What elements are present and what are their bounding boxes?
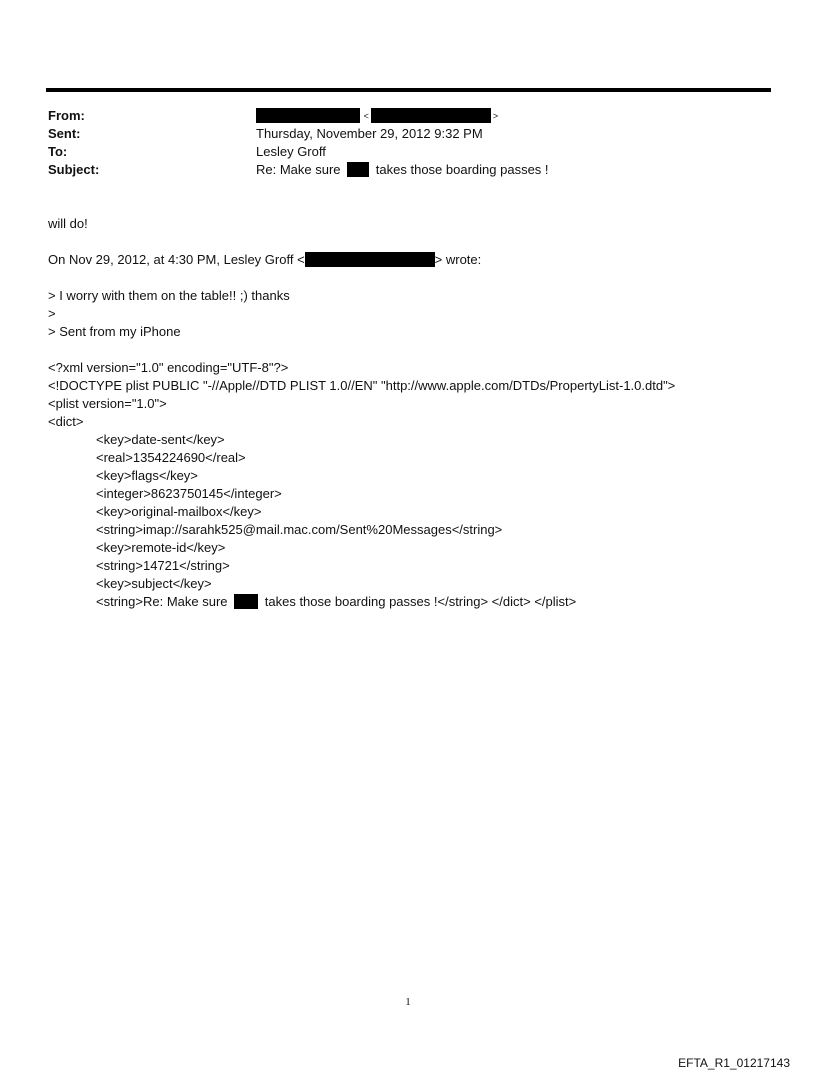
subject-after: takes those boarding passes ! — [375, 162, 549, 177]
from-gt: > — [492, 111, 499, 121]
plist-line: <key>original-mailbox</key> — [96, 504, 262, 519]
plist-line: <key>subject</key> — [96, 576, 212, 591]
from-label: From: — [48, 108, 85, 123]
redaction-box — [256, 108, 360, 123]
plist-line: <string>imap://sarahk525@mail.mac.com/Sent%20Messages</string> — [96, 522, 503, 537]
bates-number: EFTA_R1_01217143 — [678, 1056, 790, 1070]
plist-subject-after: takes those boarding passes !</string> </dict> </plist> — [264, 594, 577, 609]
quote-line: > Sent from my iPhone — [48, 324, 181, 339]
reply-text: will do! — [48, 216, 88, 231]
plist-line: <key>remote-id</key> — [96, 540, 226, 555]
doctype-line: <!DOCTYPE plist PUBLIC "-//Apple//DTD PLIST 1.0//EN" "http://www.apple.com/DTDs/PropertyList-1.0.dtd"> — [48, 378, 676, 393]
to-value: Lesley Groff — [256, 144, 326, 159]
sent-value: Thursday, November 29, 2012 9:32 PM — [256, 126, 483, 141]
quote-intro-after: > wrote: — [434, 252, 482, 267]
redaction-box — [371, 108, 491, 123]
dict-open: <dict> — [48, 414, 84, 429]
redaction-box — [234, 594, 258, 609]
from-lt: < — [363, 111, 369, 121]
subject-label: Subject: — [48, 162, 100, 177]
plist-line: <key>flags</key> — [96, 468, 198, 483]
to-label: To: — [48, 144, 68, 159]
xml-declaration: <?xml version="1.0" encoding="UTF-8"?> — [48, 360, 289, 375]
plist-line: <key>date-sent</key> — [96, 432, 225, 447]
quote-line: > — [48, 306, 56, 321]
subject-value — [256, 161, 549, 179]
subject-before: Re: Make sure — [256, 162, 341, 177]
plist-line: <integer>8623750145</integer> — [96, 486, 282, 501]
from-value — [256, 107, 498, 125]
redaction-box — [347, 162, 369, 177]
quote-line: > I worry with them on the table!! ;) thanks — [48, 288, 290, 303]
plist-open: <plist version="1.0"> — [48, 396, 167, 411]
plist-line: <real>1354224690</real> — [96, 450, 246, 465]
plist-subject-line — [96, 593, 576, 611]
quote-intro — [48, 251, 481, 269]
redaction-box — [305, 252, 435, 267]
sent-label: Sent: — [48, 126, 81, 141]
plist-subject-before: <string>Re: Make sure — [96, 594, 228, 609]
header-rule — [46, 88, 771, 92]
page-number: 1 — [405, 996, 411, 1008]
plist-line: <string>14721</string> — [96, 558, 230, 573]
quote-intro-before: On Nov 29, 2012, at 4:30 PM, Lesley Groff < — [48, 252, 305, 267]
